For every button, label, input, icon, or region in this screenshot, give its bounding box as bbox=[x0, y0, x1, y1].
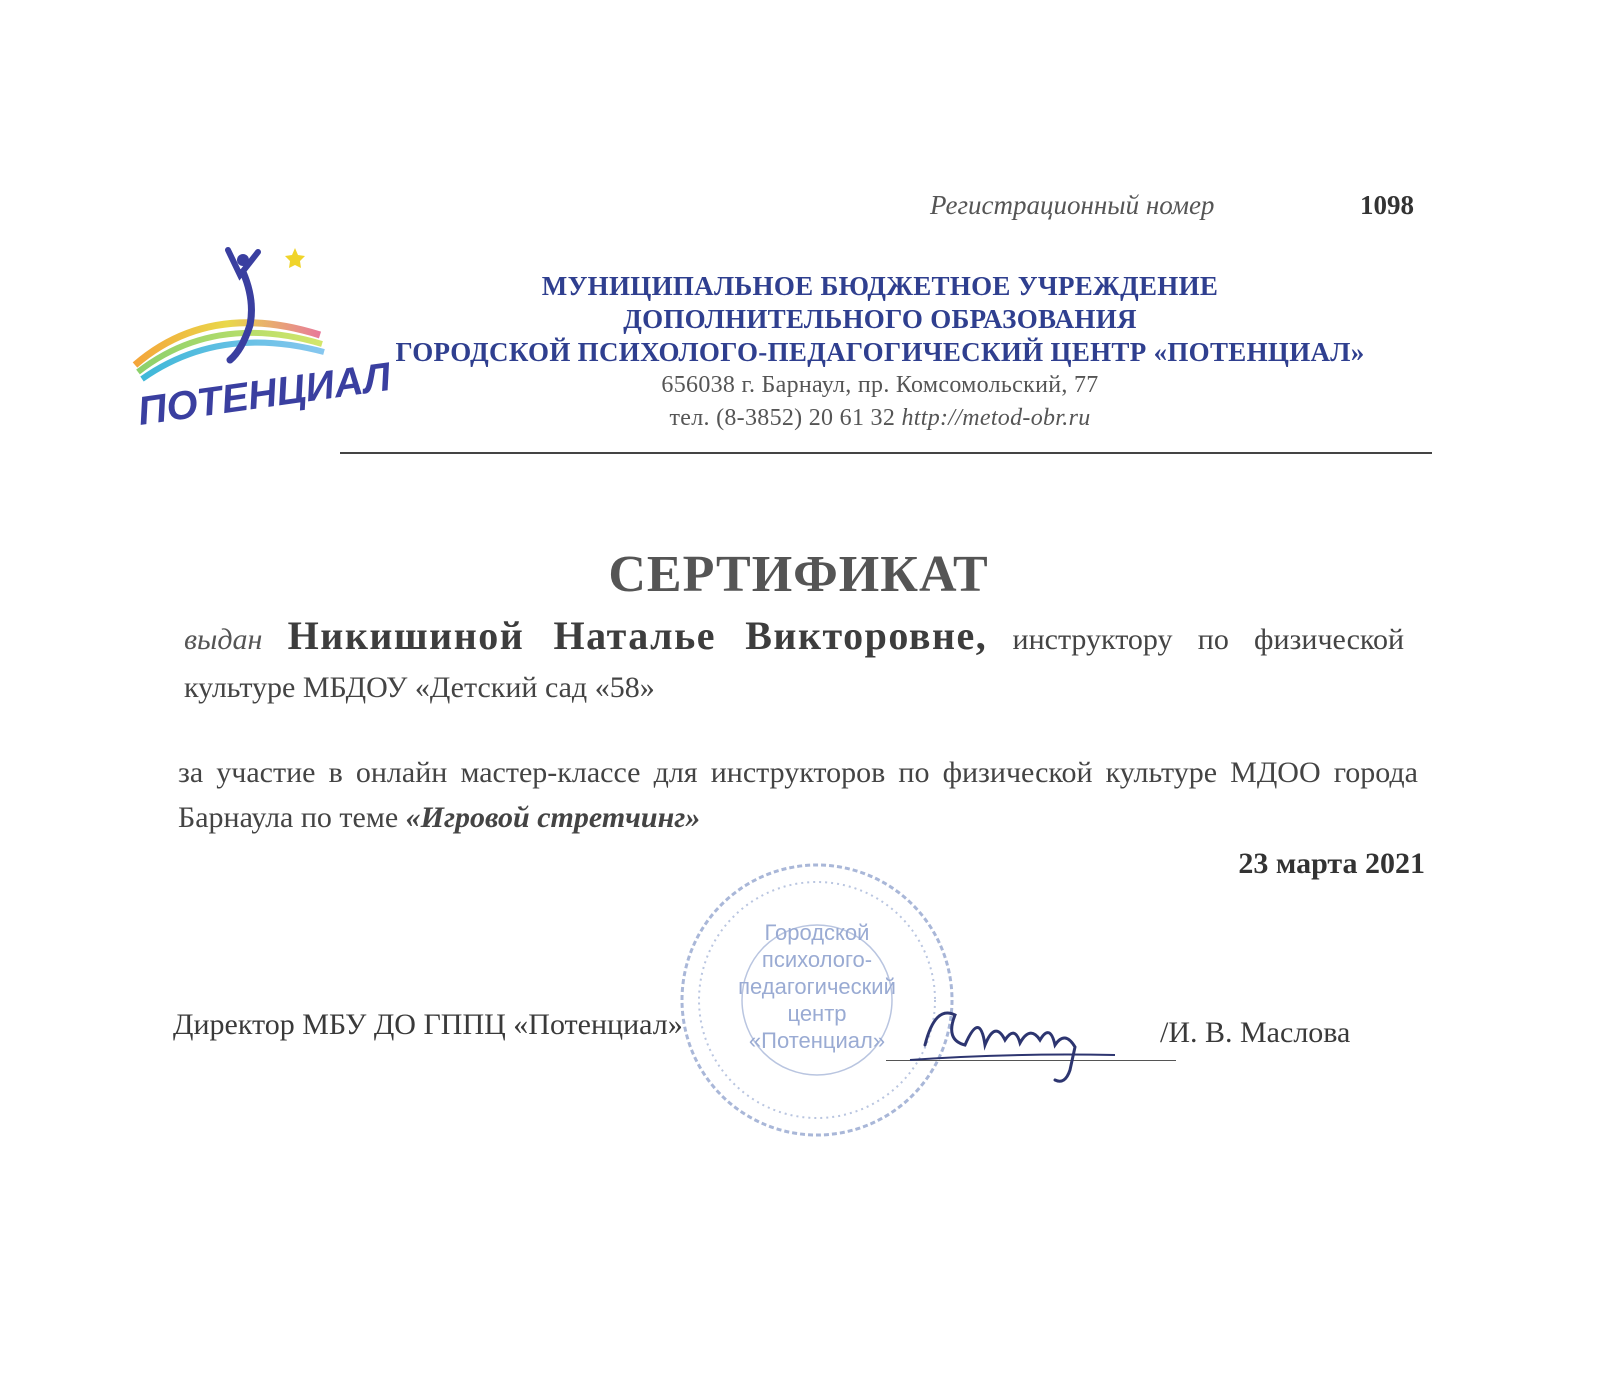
stamp-line-4: центр bbox=[787, 1001, 847, 1026]
stamp-line-3: педагогический bbox=[738, 974, 896, 999]
org-line-2: ДОПОЛНИТЕЛЬНОГО ОБРАЗОВАНИЯ bbox=[623, 304, 1137, 334]
reason-text: за участие в онлайн мастер-классе для инструкторов по физической культуре МДОО города Барнаула по теме bbox=[178, 756, 1418, 834]
reason-paragraph bbox=[178, 750, 1418, 840]
org-url[interactable]: http://metod-obr.ru bbox=[901, 405, 1091, 431]
director-title: Директор МБУ ДО ГППЦ «Потенциал» bbox=[173, 1008, 683, 1041]
recipient-position: инструктору по физической культуре МБДОУ «Детский сад «58» bbox=[184, 623, 1405, 704]
header-divider bbox=[340, 452, 1432, 454]
handwritten-signature bbox=[905, 985, 1135, 1095]
issued-word: выдан bbox=[184, 623, 263, 656]
registration-number-block bbox=[930, 190, 1420, 221]
topic-text: «Игровой стретчинг» bbox=[405, 801, 701, 834]
org-contacts bbox=[345, 402, 1415, 435]
logo-text: ПОТЕНЦИАЛ bbox=[135, 354, 394, 434]
certificate-title: СЕРТИФИКАТ bbox=[608, 546, 989, 603]
stamp-line-5: «Потенциал» bbox=[748, 1028, 886, 1053]
stamp-line-2: психолого- bbox=[761, 947, 873, 972]
certificate-date: 23 марта 2021 bbox=[1238, 847, 1425, 880]
org-address: 656038 г. Барнаул, пр. Комсомольский, 77 bbox=[661, 372, 1099, 398]
registration-number: 1098 bbox=[1360, 190, 1414, 220]
organization-header bbox=[345, 270, 1415, 435]
registration-label: Регистрационный номер bbox=[930, 190, 1215, 220]
org-line-1: МУНИЦИПАЛЬНОЕ БЮДЖЕТНОЕ УЧРЕЖДЕНИЕ bbox=[541, 271, 1219, 301]
signer-name: /И. В. Маслова bbox=[1160, 1016, 1351, 1049]
recipient-name: Никишиной Наталье Викторовне, bbox=[287, 613, 988, 658]
stamp-line-1: Городской bbox=[764, 920, 870, 945]
potential-logo bbox=[130, 240, 394, 440]
org-line-3: ГОРОДСКОЙ ПСИХОЛОГО-ПЕДАГОГИЧЕСКИЙ ЦЕНТР «ПОТЕНЦИАЛ» bbox=[395, 337, 1365, 367]
org-phone: тел. (8-3852) 20 61 32 bbox=[669, 405, 896, 431]
recipient-paragraph bbox=[184, 612, 1404, 712]
